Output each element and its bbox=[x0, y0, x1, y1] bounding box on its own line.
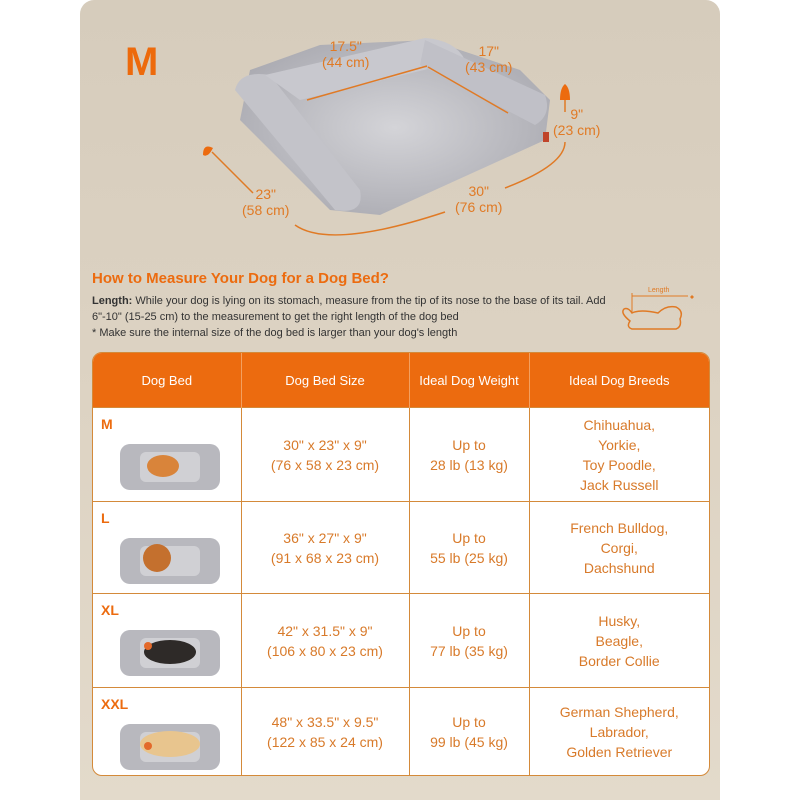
table-row bbox=[93, 502, 709, 594]
row-size-label: L bbox=[101, 510, 110, 526]
length-label: Length: bbox=[92, 295, 133, 307]
weight-cell: Up to 99 lb (45 kg) bbox=[409, 688, 529, 776]
dim-inner-length: 17.5" (44 cm) bbox=[322, 38, 370, 70]
breeds-cell: Chihuahua, Yorkie, Toy Poodle, Jack Russell bbox=[529, 408, 709, 502]
size-chart-table bbox=[92, 352, 710, 776]
bed-cell bbox=[93, 408, 241, 502]
header-dog-bed-size: Dog Bed Size bbox=[241, 353, 409, 408]
length-text: While your dog is lying on its stomach, measure from the tip of its nose to the base of its tail. Add 6"-10" (15-25 cm) to the measurement to get the right length of the dog bed bbox=[92, 295, 606, 323]
bed-thumbnail-image bbox=[115, 622, 225, 680]
size-cell: 36" x 27" x 9" (91 x 68 x 23 cm) bbox=[241, 502, 409, 594]
breeds-cell: French Bulldog, Corgi, Dachshund bbox=[529, 502, 709, 594]
size-cell: 42" x 31.5" x 9" (106 x 80 x 23 cm) bbox=[241, 594, 409, 688]
breeds-cell: German Shepherd, Labrador, Golden Retriever bbox=[529, 688, 709, 776]
dog-length-icon bbox=[610, 283, 700, 338]
weight-cell: Up to 55 lb (25 kg) bbox=[409, 502, 529, 594]
dim-inner-width: 17" (43 cm) bbox=[465, 43, 513, 75]
dim-height: 9" (23 cm) bbox=[553, 106, 601, 138]
bed-cell bbox=[93, 594, 241, 688]
size-cell: 30" x 23" x 9" (76 x 58 x 23 cm) bbox=[241, 408, 409, 502]
bed-cell bbox=[93, 688, 241, 776]
guide-title: How to Measure Your Dog for a Dog Bed? bbox=[92, 270, 389, 287]
size-label: M bbox=[125, 40, 159, 84]
header-ideal-breeds: Ideal Dog Breeds bbox=[529, 353, 709, 408]
table-row bbox=[93, 688, 709, 776]
bed-thumbnail-image bbox=[115, 530, 225, 588]
weight-cell: Up to 77 lb (35 kg) bbox=[409, 594, 529, 688]
dim-length: 30" (76 cm) bbox=[455, 183, 503, 215]
guide-note: * Make sure the internal size of the dog bed is larger than your dog's length bbox=[92, 327, 458, 339]
dim-depth: 23" (58 cm) bbox=[242, 186, 290, 218]
table-row bbox=[93, 408, 709, 502]
weight-cell: Up to 28 lb (13 kg) bbox=[409, 408, 529, 502]
header-dog-bed: Dog Bed bbox=[93, 353, 241, 408]
table-row bbox=[93, 594, 709, 688]
guide-description bbox=[92, 293, 612, 341]
row-size-label: XXL bbox=[101, 696, 129, 712]
row-size-label: XL bbox=[101, 602, 119, 618]
bed-cell bbox=[93, 502, 241, 594]
dog-bed-illustration bbox=[0, 0, 800, 260]
header-ideal-weight: Ideal Dog Weight bbox=[409, 353, 529, 408]
bed-thumbnail-image bbox=[115, 716, 225, 774]
length-icon-label: Length bbox=[648, 287, 670, 294]
bed-thumbnail-image bbox=[115, 436, 225, 494]
breeds-cell: Husky, Beagle, Border Collie bbox=[529, 594, 709, 688]
size-cell: 48" x 33.5" x 9.5" (122 x 85 x 24 cm) bbox=[241, 688, 409, 776]
row-size-label: M bbox=[101, 416, 113, 432]
